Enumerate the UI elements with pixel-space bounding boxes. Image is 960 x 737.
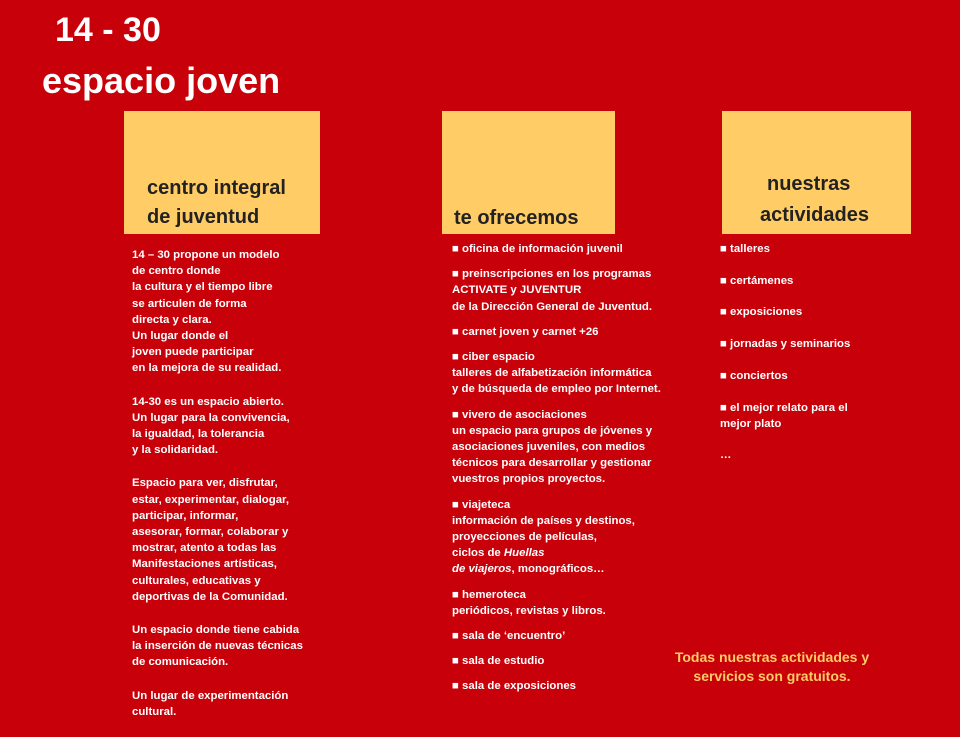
text-line: un espacio para grupos de jóvenes y bbox=[452, 424, 653, 437]
text-line: Manifestaciones artísticas, bbox=[132, 558, 277, 571]
list-item bbox=[452, 497, 661, 578]
text-line: ■ carnet joven y carnet +26 bbox=[452, 325, 599, 338]
text-line: ciclos de Huellas bbox=[452, 547, 545, 560]
text-line: periódicos, revistas y libros. bbox=[452, 604, 606, 617]
text-line: Un espacio donde tiene cabida bbox=[132, 624, 300, 637]
list-item bbox=[720, 273, 850, 289]
list-item bbox=[720, 368, 850, 384]
paragraph bbox=[132, 688, 303, 720]
text-line: directa y clara. bbox=[132, 313, 212, 326]
list-item bbox=[452, 653, 661, 669]
text-line: ■ el mejor relato para el bbox=[720, 401, 848, 414]
text-line: la cultura y el tiempo libre bbox=[132, 281, 273, 294]
text-line: ■ preinscripciones en los programas bbox=[452, 268, 652, 281]
text-line: talleres de alfabetización informática bbox=[452, 367, 652, 380]
text-line: se articulen de forma bbox=[132, 297, 247, 310]
text-line: estar, experimentar, dialogar, bbox=[132, 493, 290, 506]
text-line: vuestros propios proyectos. bbox=[452, 473, 606, 486]
text-line: … bbox=[720, 449, 732, 462]
text-line: de la Dirección General de Juventud. bbox=[452, 300, 653, 313]
text-line: ■ sala de estudio bbox=[452, 655, 545, 668]
text-line: culturales, educativas y bbox=[132, 574, 261, 587]
text-line: participar, informar, bbox=[132, 509, 239, 522]
list-item bbox=[452, 349, 661, 398]
text-line: de viajeros, monográficos… bbox=[452, 563, 605, 576]
list-item bbox=[452, 678, 661, 694]
text-line: mostrar, atento a todas las bbox=[132, 542, 277, 555]
text-line: ■ vivero de asociaciones bbox=[452, 408, 587, 421]
box-label: actividades bbox=[760, 204, 869, 226]
text-line: ■ jornadas y seminarios bbox=[720, 338, 851, 351]
text-line: la igualdad, la tolerancia bbox=[132, 428, 265, 441]
list-item bbox=[452, 628, 661, 644]
box-centro-integral bbox=[124, 111, 320, 234]
text-line: ■ exposiciones bbox=[720, 306, 803, 319]
list-item bbox=[452, 407, 661, 488]
text-line: proyecciones de películas, bbox=[452, 531, 597, 544]
text-line: ACTIVATE y JUVENTUR bbox=[452, 284, 582, 297]
text-line: la inserción de nuevas técnicas bbox=[132, 640, 303, 653]
text-line: de centro donde bbox=[132, 265, 221, 278]
text-line: ■ sala de exposiciones bbox=[452, 680, 577, 693]
box-label: centro integral bbox=[147, 177, 286, 199]
list-item bbox=[720, 241, 850, 257]
text-line: cultural. bbox=[132, 705, 177, 718]
list-item bbox=[452, 241, 661, 257]
list-item bbox=[452, 324, 661, 340]
text-line: ■ hemeroteca bbox=[452, 588, 526, 601]
column-services bbox=[452, 241, 661, 704]
list-item bbox=[720, 304, 850, 320]
text-line: ■ viajeteca bbox=[452, 498, 511, 511]
paragraph bbox=[132, 394, 303, 459]
box-label: nuestras bbox=[767, 173, 851, 195]
footer-note: Todas nuestras actividades y servicios son gratuitos. bbox=[674, 649, 870, 684]
column-activities bbox=[720, 241, 850, 479]
list-item bbox=[452, 266, 661, 315]
text-line: Un lugar de experimentación bbox=[132, 689, 289, 702]
text-line: mejor plato bbox=[720, 417, 782, 430]
text-line: deportivas de la Comunidad. bbox=[132, 590, 288, 603]
text-line: y de búsqueda de empleo por Internet. bbox=[452, 383, 661, 396]
text-line: 14-30 es un espacio abierto. bbox=[132, 395, 284, 408]
text-line: joven puede participar bbox=[132, 346, 254, 359]
text-line: ■ talleres bbox=[720, 243, 770, 255]
box-label: te ofrecemos bbox=[454, 207, 579, 229]
title-number: 14 - 30 bbox=[55, 11, 161, 49]
text-line: ■ certámenes bbox=[720, 274, 794, 287]
text-line: y la solidaridad. bbox=[132, 444, 219, 457]
paragraph bbox=[132, 622, 303, 671]
text-line: 14 – 30 propone un modelo bbox=[132, 249, 280, 261]
list-item bbox=[720, 400, 850, 432]
paragraph bbox=[132, 475, 303, 605]
box-te-ofrecemos bbox=[442, 111, 615, 234]
text-line: ■ ciber espacio bbox=[452, 351, 535, 364]
list-item bbox=[452, 587, 661, 619]
text-line: en la mejora de su realidad. bbox=[132, 362, 282, 375]
text-line: ■ oficina de información juvenil bbox=[452, 243, 623, 255]
list-item bbox=[720, 447, 850, 463]
text-line: asociaciones juveniles, con medios bbox=[452, 441, 646, 454]
paragraph bbox=[132, 247, 303, 377]
box-nuestras-actividades bbox=[722, 111, 911, 234]
text-line: información de países y destinos, bbox=[452, 514, 635, 527]
text-line: Un lugar donde el bbox=[132, 330, 229, 343]
column-description bbox=[132, 247, 303, 737]
box-label: de juventud bbox=[147, 206, 260, 228]
text-line: ■ conciertos bbox=[720, 369, 788, 382]
text-line: ■ sala de ‘encuentro’ bbox=[452, 630, 566, 643]
title-name: espacio joven bbox=[42, 60, 281, 101]
text-line: Espacio para ver, disfrutar, bbox=[132, 477, 278, 490]
list-item bbox=[720, 336, 850, 352]
text-line: Un lugar para la convivencia, bbox=[132, 411, 290, 424]
text-line: técnicos para desarrollar y gestionar bbox=[452, 457, 652, 470]
text-line: de comunicación. bbox=[132, 656, 229, 669]
text-line: asesorar, formar, colaborar y bbox=[132, 526, 289, 539]
